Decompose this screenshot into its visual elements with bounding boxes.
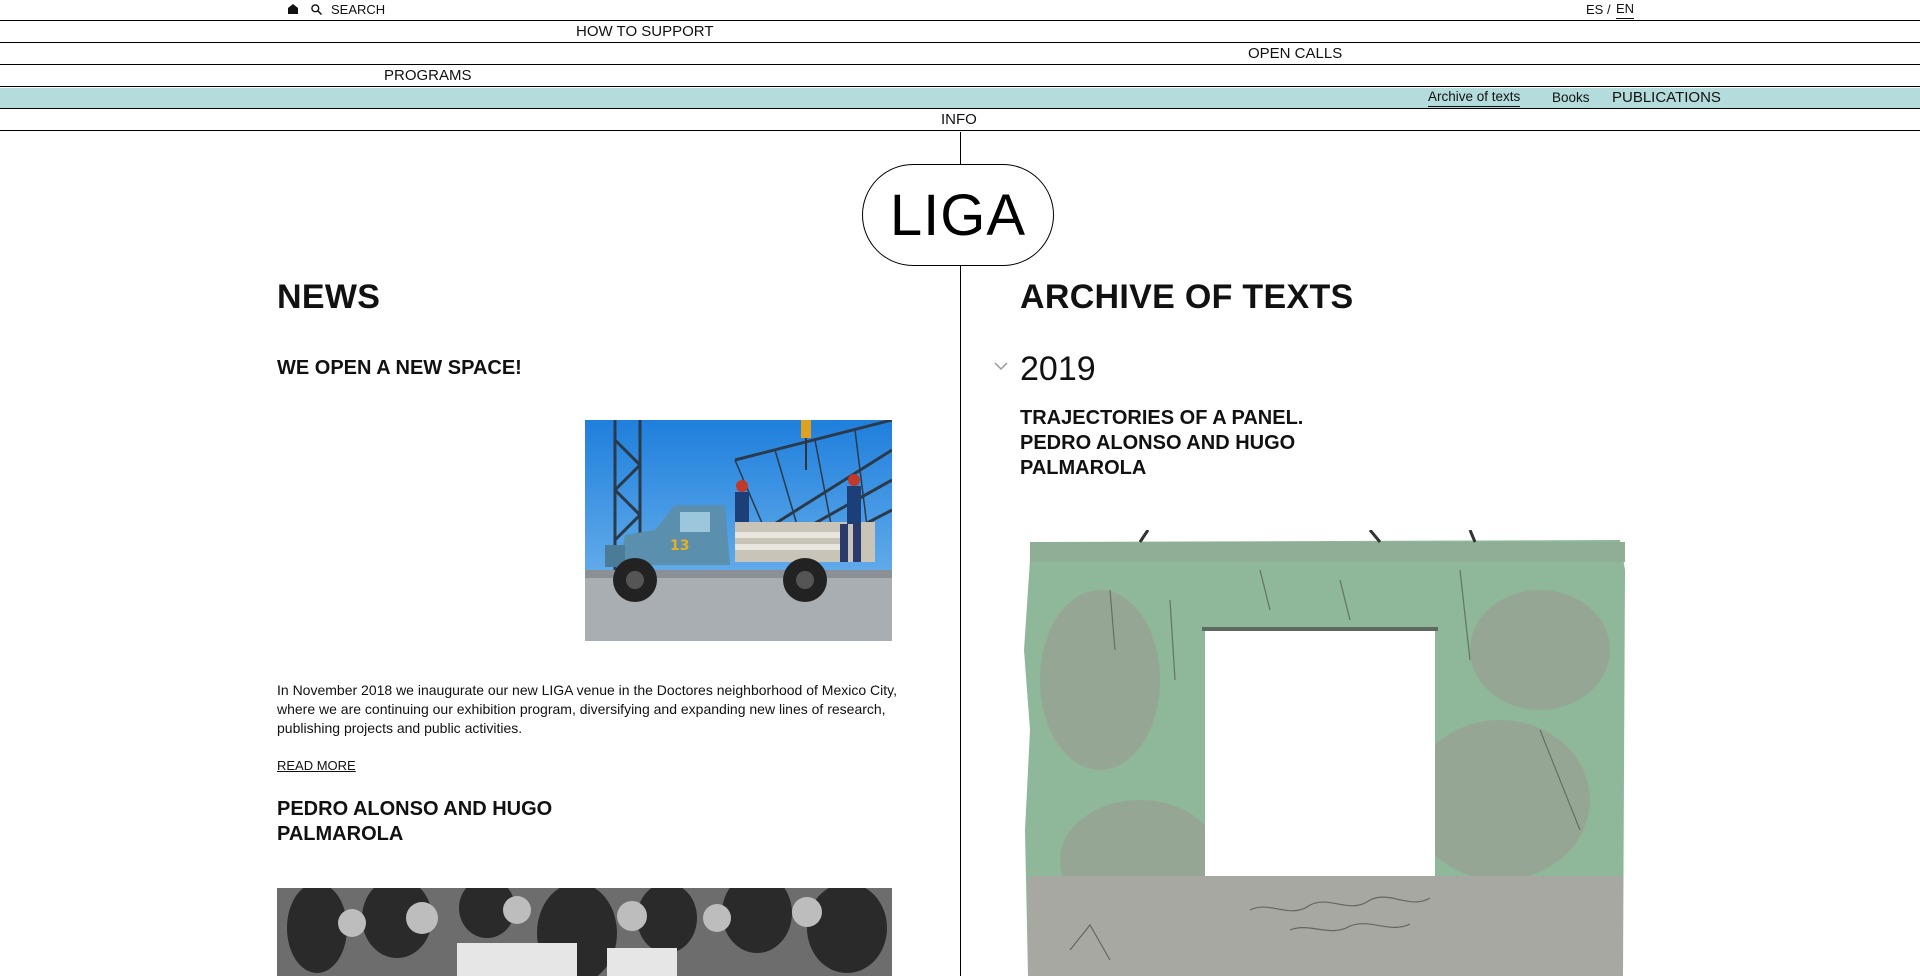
lang-separator: /	[1607, 2, 1611, 17]
nav-books[interactable]: Books	[1552, 90, 1590, 105]
concrete-panel-photo[interactable]	[1020, 530, 1630, 976]
news-item-title[interactable]: WE OPEN A NEW SPACE!	[277, 357, 522, 379]
nav-publications[interactable]: PUBLICATIONS	[1612, 89, 1721, 106]
top-bar	[0, 0, 1920, 21]
news-item-title[interactable]: PEDRO ALONSO AND HUGO PALMAROLA	[277, 798, 553, 845]
nav-archive-of-texts[interactable]: Archive of texts	[1428, 88, 1520, 107]
nav-programs[interactable]: PROGRAMS	[384, 67, 472, 84]
chevron-down-icon[interactable]	[994, 361, 1008, 371]
nav-bar-info	[0, 110, 1920, 131]
home-icon[interactable]	[288, 4, 298, 14]
nav-bar-how-to-support	[0, 22, 1920, 43]
year-toggle[interactable]: 2019	[1020, 350, 1096, 388]
archive-heading: ARCHIVE OF TEXTS	[1020, 278, 1354, 316]
truck-photo[interactable]	[585, 420, 892, 641]
lang-es-link[interactable]: ES	[1586, 2, 1604, 17]
nav-open-calls[interactable]: OPEN CALLS	[1248, 45, 1343, 62]
nav-bar-open-calls	[0, 44, 1920, 65]
lang-en-link[interactable]: EN	[1616, 0, 1634, 19]
archive-item-title[interactable]: TRAJECTORIES OF A PANEL. PEDRO ALONSO AND HUGO PALMAROLA	[1020, 407, 1304, 479]
news-heading: NEWS	[277, 278, 381, 316]
liga-logo[interactable]: LIGA	[862, 164, 1054, 266]
search-link[interactable]: SEARCH	[331, 2, 386, 17]
svg-text:13: 13	[670, 538, 690, 554]
nav-info[interactable]: INFO	[941, 111, 977, 128]
read-more-link[interactable]: READ MORE	[277, 758, 356, 773]
nav-bar-programs	[0, 66, 1920, 87]
crowd-photo[interactable]	[277, 888, 892, 976]
search-icon[interactable]	[311, 4, 322, 15]
nav-bar-publications	[0, 88, 1920, 109]
news-item-text: In November 2018 we inaugurate our new LIGA venue in the Doctores neighborhood of Mexico City, where we are continuing our exhibition program, diversifying and expanding new lines of research, publishing projects and public activities.	[277, 682, 897, 736]
nav-how-to-support[interactable]: HOW TO SUPPORT	[576, 23, 714, 40]
